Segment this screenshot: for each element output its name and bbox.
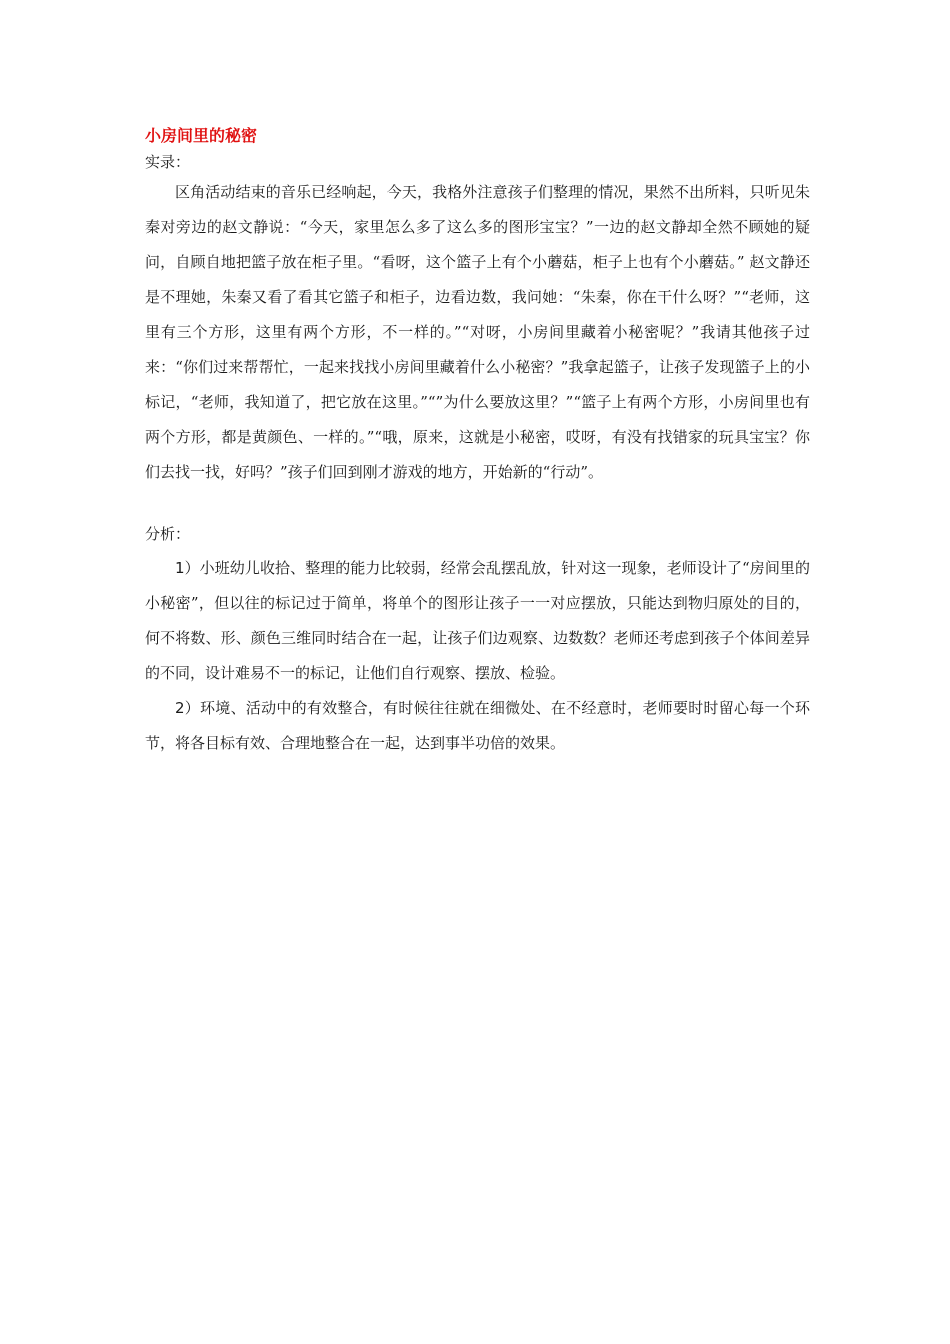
analysis-label: 分析：: [145, 525, 191, 543]
analysis-item-text: ）小班幼儿收拾、整理的能力比较弱，经常会乱摆乱放，针对这一现象，老师设计了“房间里的小秘密”，但以往的标记过于简单，将单个的图形让孩子一一对应摆放，只能达到物归原处的目的，何不将数、形、颜色三维同时结合在一起，让孩子们边观察、边数数？老师还考虑到孩子个体间差异的不同，设计难易不一的标记，让他们自行观察、摆放、检验。: [145, 559, 810, 682]
analysis-item-number: 1: [175, 559, 185, 577]
analysis-item-2: [145, 691, 810, 761]
document-title: 小房间里的秘密: [145, 126, 258, 145]
analysis-item-1: [145, 551, 810, 691]
section-spacer: [145, 490, 810, 519]
record-label: 实录：: [145, 153, 191, 171]
analysis-item-text: ）环境、活动中的有效整合，有时候往往就在细微处、在不经意时，老师要时时留心每一个环节，将各目标有效、合理地整合在一起，达到事半功倍的效果。: [145, 699, 810, 752]
document-body: [145, 123, 810, 761]
analysis-item-number: 2: [175, 699, 185, 717]
record-paragraph: 区角活动结束的音乐已经响起，今天，我格外注意孩子们整理的情况，果然不出所料，只听见朱秦对旁边的赵文静说：“今天，家里怎么多了这么多的图形宝宝？”一边的赵文静却全然不顾她的疑问，自顾自地把篮子放在柜子里。“看呀，这个篮子上有个小蘑菇，柜子上也有个小蘑菇。” 赵文静还是不理她，朱秦又看了看其它篮子和柜子，边看边数，我问她：“朱秦，你在干什么呀？”“老师，这里有三个方形，这里有两个方形，不一样的。”“对呀，小房间里藏着小秘密呢？”我请其他孩子过来：“你们过来帮帮忙，一起来找找小房间里藏着什么小秘密？”我拿起篮子，让孩子发现篮子上的小标记，“老师，我知道了，把它放在这里。”“”为什么要放这里？”“篮子上有两个方形，小房间里也有两个方形，都是黄颜色、一样的。”“哦，原来，这就是小秘密，哎呀，有没有找错家的玩具宝宝？你们去找一找，好吗？”孩子们回到刚才游戏的地方，开始新的“行动”。: [145, 183, 810, 481]
